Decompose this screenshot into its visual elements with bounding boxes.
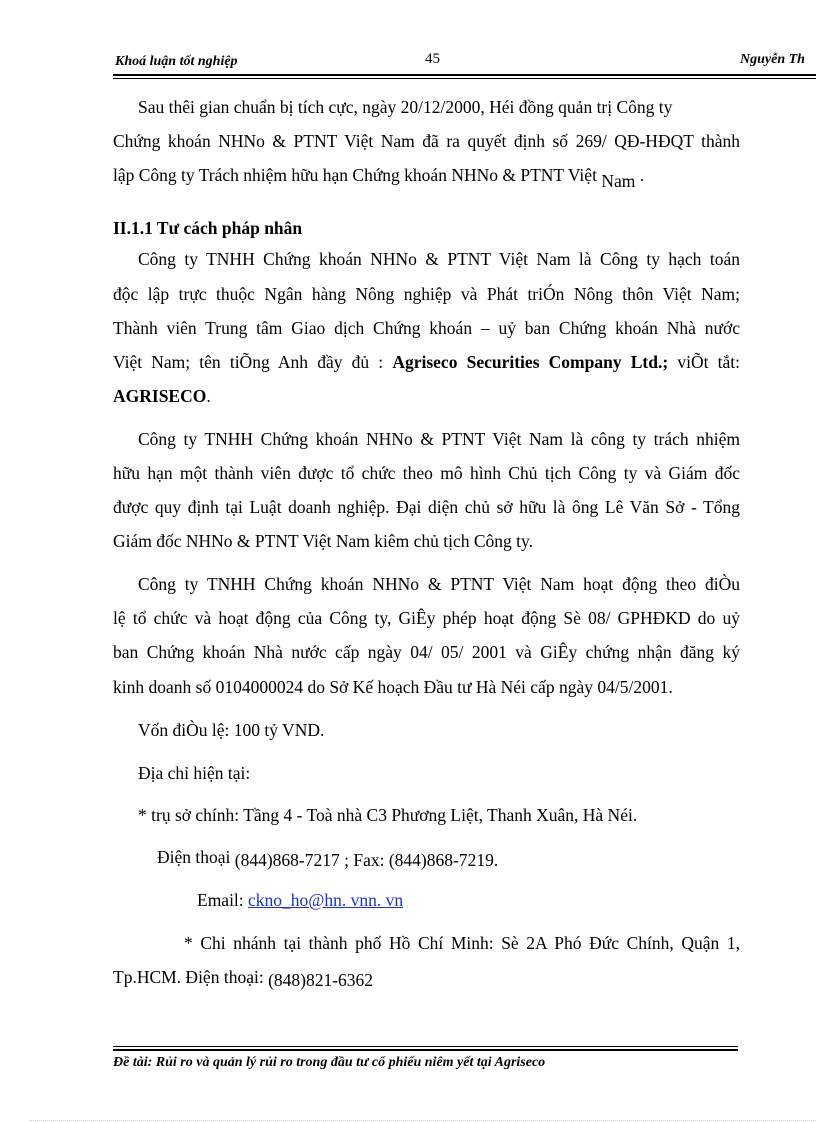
charter-capital: Vốn điÒu lệ: 100 tỷ VND. <box>138 720 325 740</box>
paragraph-4-line-3: ban Chứng khoán Nhà nước cấp ngày 04/ 05/ 2001 và GiÊy chứng nhận đăng ký <box>113 642 740 662</box>
decision-date: 20/12/2000 <box>400 97 481 117</box>
branch-line-2 <box>113 966 373 988</box>
paragraph-4-line-4: kinh doanh số 0104000024 do Sở Kế hoạch Đầu tư Hà Néi cấp ngày 04/5/2001. <box>113 677 673 697</box>
header-author: Nguyễn Th <box>740 52 805 67</box>
text-run: . <box>639 165 645 185</box>
hq-phone-line <box>157 846 498 868</box>
page-edge-dotted-line <box>30 1120 816 1121</box>
text-run: Nam <box>601 171 636 191</box>
paragraph-2-line-4 <box>113 351 740 373</box>
text-run: Tp.HCM. Điện thoại <box>113 967 259 987</box>
branch-phone: (848)821-6362 <box>268 970 374 990</box>
header-rule-thick <box>113 74 816 76</box>
paragraph-3-line-3: được quy định tại Luật doanh nghiệp. Đại diện chủ sở hữu là ông Lê Văn Sở - Tổng <box>113 497 740 517</box>
paragraph-1-line-2: Chứng khoán NHNo & PTNT Việt Nam đã ra quyết định số 269/ QĐ-HĐQT thành <box>113 131 740 151</box>
text-run: lập Công ty Trách nhiệm hữu hạn Chứng khoán NHNo & PTNT Việt <box>113 165 597 185</box>
paragraph-3-line-2: hữu hạn một thành viên được tổ chức theo mô hình Chủ tịch Công ty và Giám đốc <box>113 463 740 483</box>
footer-rule-thick <box>113 1049 738 1051</box>
paragraph-3-line-1: Công ty TNHH Chứng khoán NHNo & PTNT Việt Nam là công ty trách nhiệm <box>138 429 740 449</box>
headquarters-address: * trụ sở chính: Tầng 4 - Toà nhà C3 Phương Liệt, Thanh Xuân, Hà Néi. <box>138 805 638 825</box>
text-run: : <box>258 967 264 987</box>
phone-fax-values: (844)868-7217 ; Fax: (844)868-7219. <box>234 850 499 870</box>
footer-rule-thin <box>113 1046 738 1047</box>
paragraph-2-line-2: độc lập trực thuộc Ngân hàng Nông nghiệp và Phát triÓn Nông thôn Việt Nam; <box>113 284 740 304</box>
paragraph-1-line-1 <box>138 96 672 118</box>
footer-title: Đề tài: Rủi ro và quản lý rủi ro trong đầu tư cổ phiếu niêm yết tại Agriseco <box>113 1055 546 1070</box>
text-run: Việt Nam; tên tiÕng Anh đầy đủ : <box>113 352 384 372</box>
company-abbreviation: AGRISECO <box>113 386 207 406</box>
text-run: viÕt tắt: <box>677 352 741 372</box>
paragraph-2-line-5 <box>113 385 211 407</box>
email-link[interactable]: ckno_ho@hn. vnn. vn <box>248 890 404 910</box>
company-english-name: Agriseco Securities Company Ltd.; <box>392 352 669 372</box>
branch-line-1: * Chi nhánh tại thành phố Hồ Chí Minh: Sè 2A Phó Đức Chính, Quận 1, <box>184 933 740 953</box>
text-run: Email: <box>197 890 244 910</box>
text-run: , Héi đồng quản trị Công ty <box>480 97 673 117</box>
text-run: Sau thêi gian chuẩn bị tích cực, ngày <box>138 97 397 117</box>
paragraph-1-line-3 <box>113 164 645 191</box>
paragraph-4-line-2: lệ tổ chức và hoạt động của Công ty, GiÊy phép hoạt động Sè 08/ GPHĐKD do uỷ <box>113 608 740 628</box>
paragraph-4-line-1: Công ty TNHH Chứng khoán NHNo & PTNT Việt Nam hoạt động theo điÒu <box>138 574 740 594</box>
paragraph-2-line-3: Thành viên Trung tâm Giao dịch Chứng khoán – uỷ ban Chứng khoán Nhà nước <box>113 318 740 338</box>
page-number: 45 <box>425 51 440 67</box>
text-run: Điện thoại <box>157 847 231 867</box>
paragraph-3-line-4: Giám đốc NHNo & PTNT Việt Nam kiêm chủ tịch Công ty. <box>113 531 534 551</box>
email-line <box>197 889 403 911</box>
text-run: . <box>206 386 211 406</box>
header-rule-thin <box>113 78 816 79</box>
paragraph-2-line-1: Công ty TNHH Chứng khoán NHNo & PTNT Việt Nam là Công ty hạch toán <box>138 249 740 269</box>
header-title: Khoá luận tốt nghiệp <box>115 54 238 69</box>
address-label: Địa chỉ hiện tại: <box>138 763 251 783</box>
section-heading: II.1.1 Tư cách pháp nhân <box>113 218 303 238</box>
